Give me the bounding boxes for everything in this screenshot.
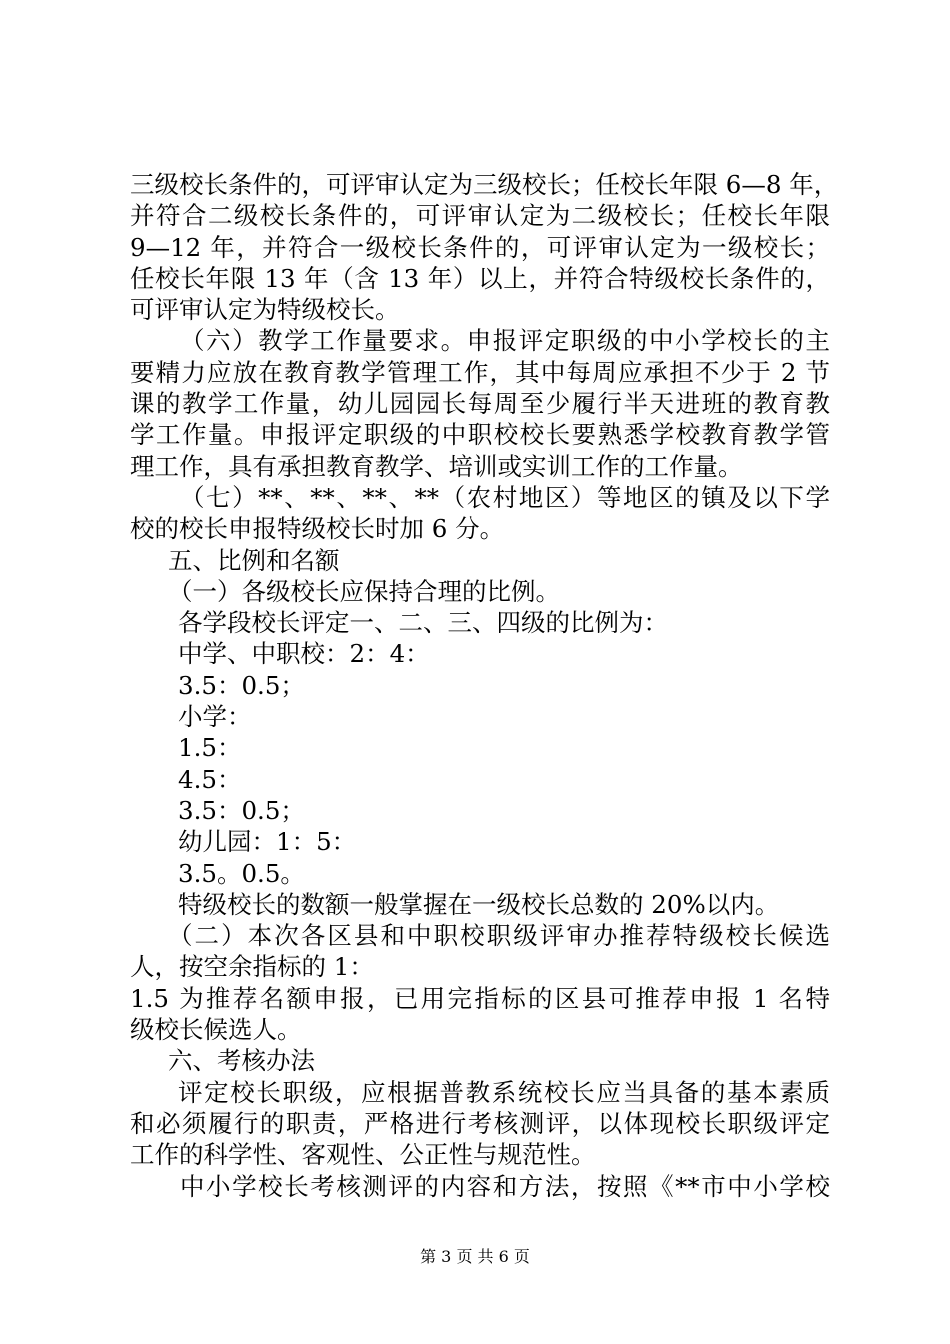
page-footer [0,1244,950,1267]
text-line: （二）本次各区县和中职校职级评审办推荐特级校长候选 [168,921,830,951]
text-line: 小学： [178,702,252,732]
text-line: 1.5： [178,733,242,763]
text-line: 中学、中职校：2：4： [178,639,430,669]
document-body [130,169,839,1202]
text-line: 可评审认定为特级校长。 [130,295,400,325]
text-line: 三级校长条件的，可评审认定为三级校长；任校长年限 6—8 年， [130,170,839,199]
text-line: 3.5：0.5； [178,670,305,700]
text-line: 并符合二级校长条件的，可评审认定为二级校长；任校长年限 [130,201,830,231]
text-line: 9—12 年，并符合一级校长条件的，可评审认定为一级校长； [130,232,830,262]
text-line: 课的教学工作量，幼儿园园长每周至少履行半天进班的教育教 [130,389,830,419]
text-line: 特级校长的数额一般掌握在一级校长总数的 20%以内。 [178,889,780,919]
text-line: 校的校长申报特级校长时加 6 分。 [130,514,505,544]
section-heading: 六、考核办法 [168,1046,315,1076]
text-line: 各学段校长评定一、二、三、四级的比例为： [178,608,668,638]
text-line: 人，按空余指标的 1： [130,952,374,982]
text-line: 要精力应放在教育教学管理工作，其中每周应承担不少于 2 节 [130,357,830,387]
text-line: 4.5： [178,764,242,794]
text-line: （七）**、**、**、**（农村地区）等地区的镇及以下学 [180,482,830,512]
text-line: 1.5 为推荐名额申报，已用完指标的区县可推荐申报 1 名特 [130,983,830,1013]
text-line: 和必须履行的职责，严格进行考核测评，以体现校长职级评定 [130,1108,830,1138]
text-line: 评定校长职级，应根据普教系统校长应当具备的基本素质 [178,1077,830,1107]
text-line: 任校长年限 13 年（含 13 年）以上，并符合特级校长条件的， [130,263,830,293]
text-line: 理工作，具有承担教育教学、培训或实训工作的工作量。 [130,451,743,481]
text-line: 幼儿园：1：5： [178,827,357,857]
text-line: 3.5。0.5。 [178,858,305,888]
section-heading: 五、比例和名额 [168,545,340,575]
text-line: （一）各级校长应保持合理的比例。 [168,576,560,606]
text-line: 中小学校长考核测评的内容和方法，按照《**市中小学校 [180,1171,830,1201]
text-line: 学工作量。申报评定职级的中职校校长要熟悉学校教育教学管 [130,420,830,450]
text-line: 级校长候选人。 [130,1015,302,1045]
text-line: 工作的科学性、客观性、公正性与规范性。 [130,1140,596,1170]
text-line: （六）教学工作量要求。申报评定职级的中小学校长的主 [180,326,830,356]
text-line: 3.5：0.5； [178,795,305,825]
page-number: 第 3 页 共 6 页 [420,1247,530,1266]
